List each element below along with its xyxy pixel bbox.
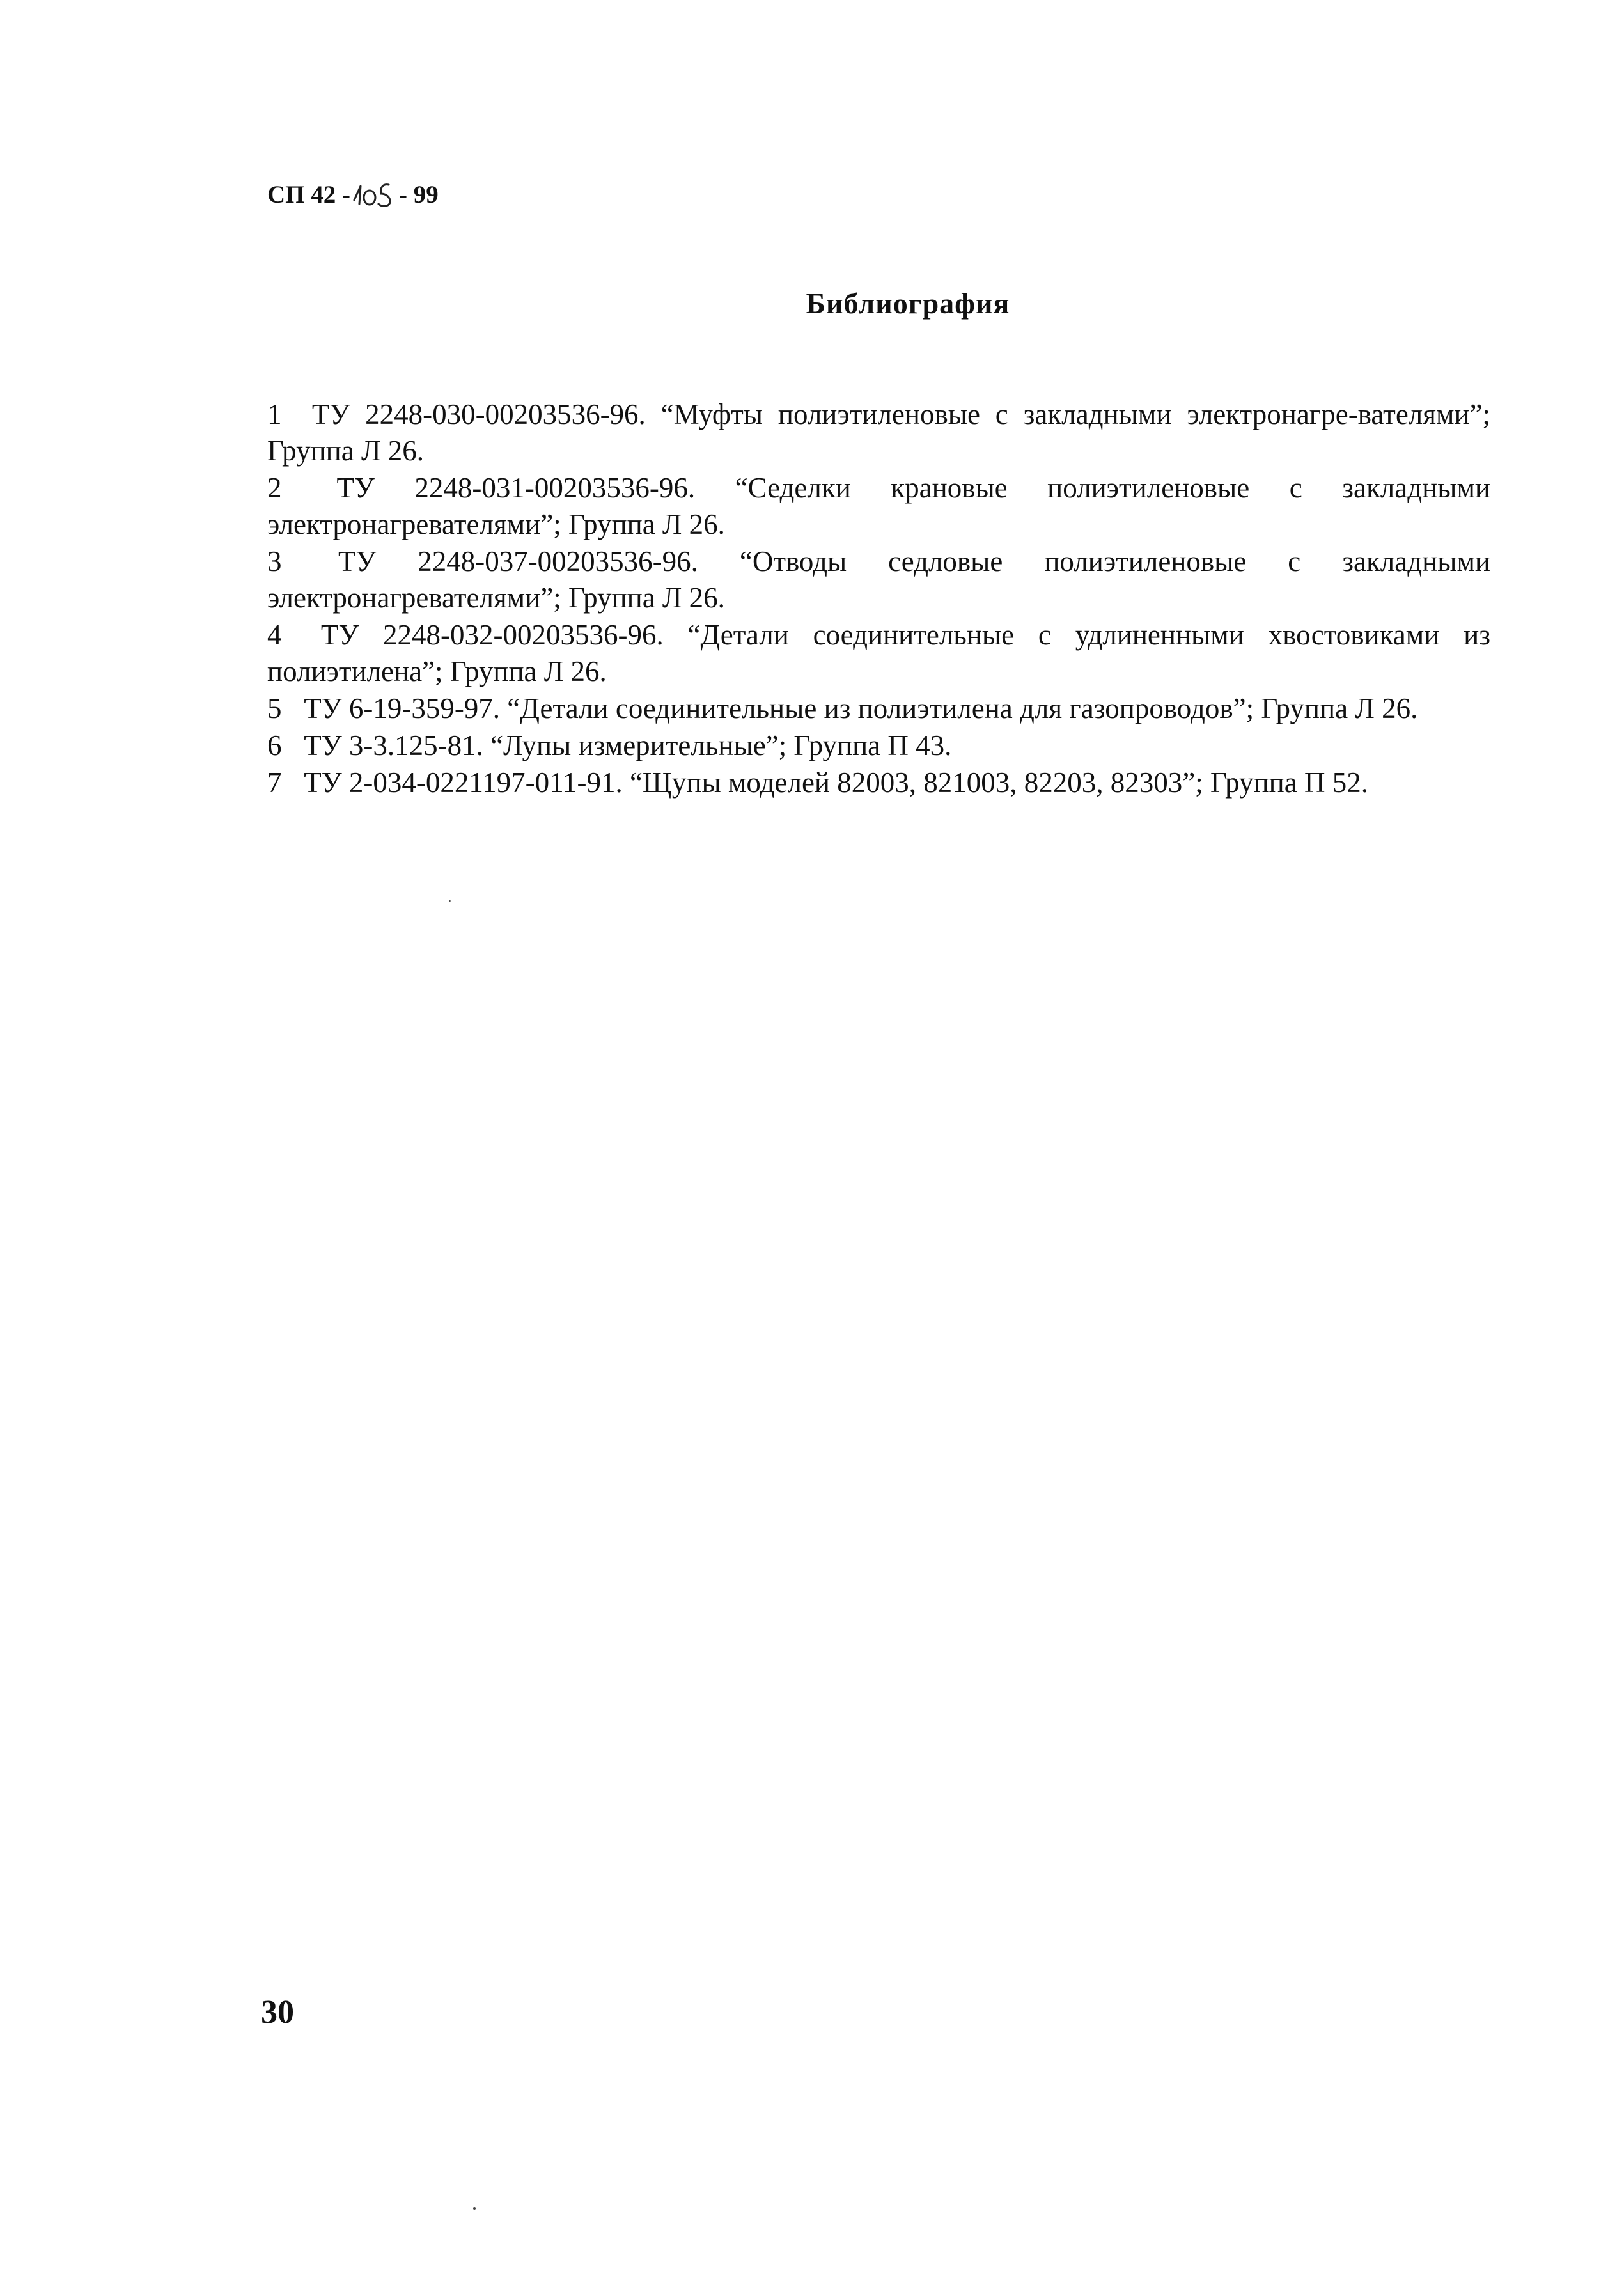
document-code-prefix: СП 42 - bbox=[267, 181, 350, 208]
scan-speck bbox=[449, 900, 451, 902]
bibliography-item bbox=[267, 543, 1490, 616]
page-number: 30 bbox=[261, 1994, 294, 2031]
bibliography-item bbox=[267, 728, 1490, 764]
bibliography-item bbox=[267, 765, 1490, 801]
bibliography-item-text: ТУ 2248-032-00203536-96. “Детали соединительные с удлиненными хвостовиками из полиэтилена”; Группа Л 26. bbox=[267, 619, 1490, 687]
bibliography-item-number: 1 bbox=[267, 398, 282, 430]
bibliography-item-number: 2 bbox=[267, 472, 282, 504]
bibliography-item bbox=[267, 617, 1490, 690]
bibliography-item-text: ТУ 2-034-0221197-011-91. “Щупы моделей 82003, 821003, 82203, 82303”; Группа П 52. bbox=[304, 767, 1368, 799]
document-code bbox=[267, 181, 439, 209]
bibliography-item-text: ТУ 3-3.125-81. “Лупы измерительные”; Группа П 43. bbox=[304, 729, 952, 761]
bibliography-heading: Библиография bbox=[806, 287, 1010, 320]
bibliography-item-number: 7 bbox=[267, 767, 282, 799]
handwritten-number bbox=[352, 181, 398, 209]
bibliography-item-text: ТУ 2248-031-00203536-96. “Седелки крановые полиэтиленовые с закладными электронагревателями”; Группа Л 26. bbox=[267, 472, 1491, 540]
bibliography-item-text: ТУ 2248-037-00203536-96. “Отводы седловые полиэтиленовые с закладными электронагревателями”; Группа Л 26. bbox=[267, 545, 1491, 614]
bibliography-item bbox=[267, 396, 1490, 469]
document-code-suffix: - 99 bbox=[399, 181, 439, 208]
bibliography-item-number: 5 bbox=[267, 692, 282, 724]
bibliography-item-number: 4 bbox=[267, 619, 282, 651]
bibliography-item-text: ТУ 2248-030-00203536-96. “Муфты полиэтиленовые с закладными электронагре-вателями”; Группа Л 26. bbox=[267, 398, 1490, 467]
bibliography-item-number: 6 bbox=[267, 729, 282, 761]
bibliography-item bbox=[267, 690, 1490, 727]
bibliography-item-number: 3 bbox=[267, 545, 282, 577]
bibliography-item bbox=[267, 470, 1490, 543]
bibliography-list bbox=[267, 396, 1490, 802]
scan-speck bbox=[473, 2207, 476, 2210]
bibliography-item-text: ТУ 6-19-359-97. “Детали соединительные из полиэтилена для газопроводов”; Группа Л 26. bbox=[304, 692, 1418, 724]
